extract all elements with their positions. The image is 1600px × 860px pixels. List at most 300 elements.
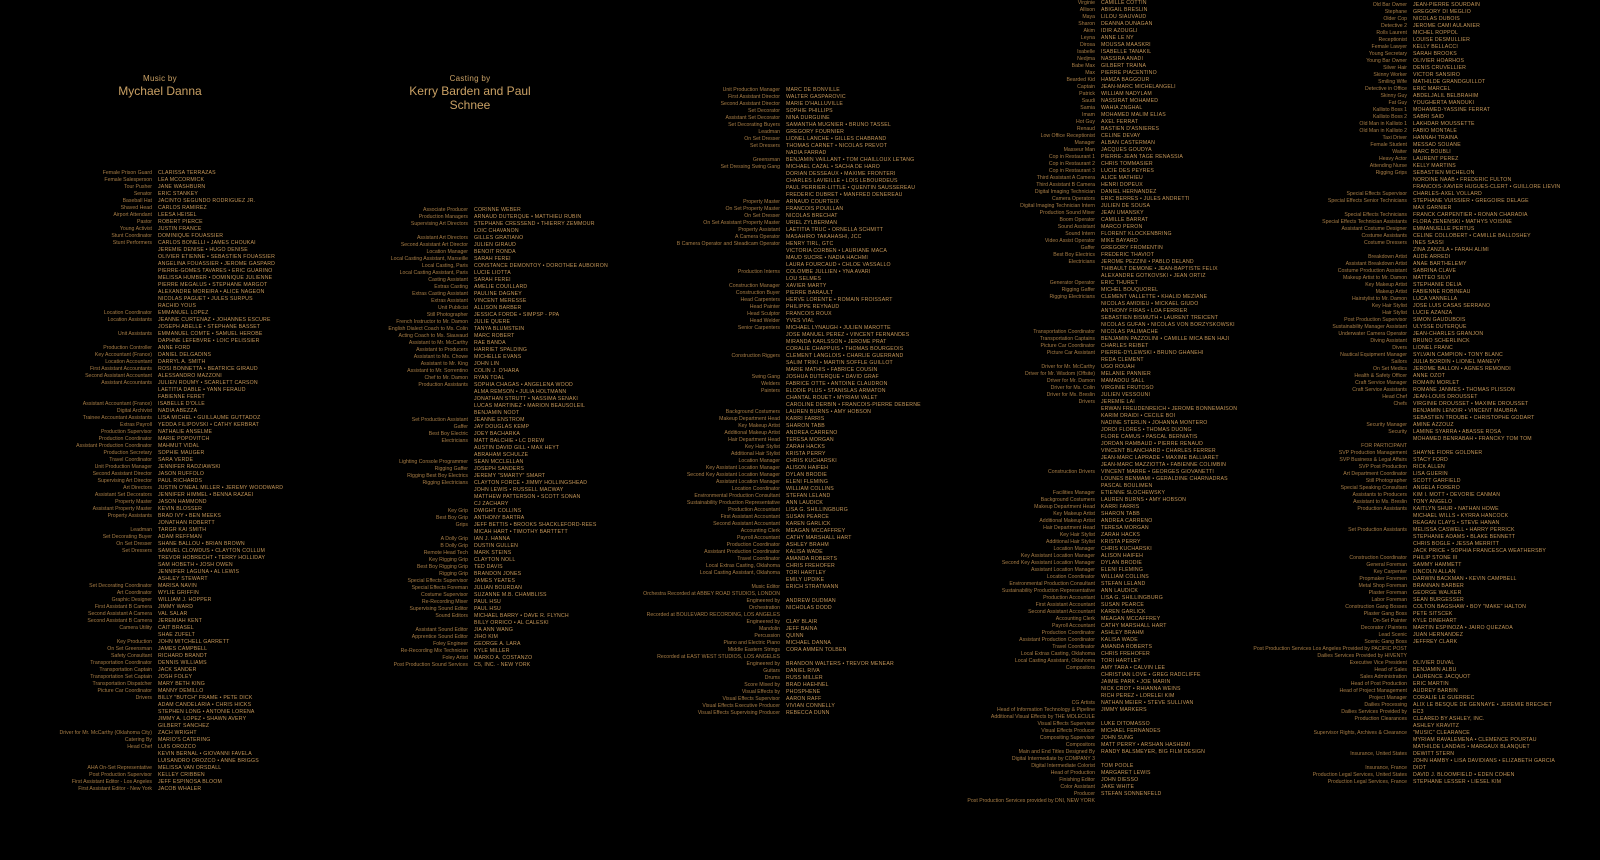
credit-name: NATHAN MEIER • STEVE SULLIVAN bbox=[1101, 700, 1194, 706]
credit-name: ZINA ZANZILA • FARAH ALIMI bbox=[1413, 247, 1489, 253]
credit-role: Visual Effects Supervising Producer bbox=[697, 710, 780, 716]
credit-name: SAM HOBETH • JOSH OWEN bbox=[158, 562, 233, 568]
credit-name: SUZANNE M.B. CHAMBLISS bbox=[474, 592, 547, 598]
credit-role: Digital Archivist bbox=[116, 408, 152, 414]
credit-name: NICOLAS PALIMACHE bbox=[1101, 329, 1159, 335]
credit-name: SUSAN PEARCE bbox=[786, 514, 830, 520]
credit-role: Best Boy Rigging Grip bbox=[416, 564, 468, 570]
credit-name: KAITLYN SHUR • NATHAN HOWE bbox=[1413, 506, 1499, 512]
credit-row bbox=[0, 289, 1560, 296]
credit-name: ROSI BONNETTA • BEATRICE GIRAUD bbox=[158, 366, 258, 372]
credit-name: JAMES CAMPBELL bbox=[158, 646, 208, 652]
credit-name: RICH PEREZ • LORELEI KIM bbox=[1101, 693, 1175, 699]
credit-role: Drums bbox=[764, 675, 780, 681]
credit-name: LAETITIA TRUC • ORNELLA SCHMITT bbox=[786, 227, 884, 233]
credit-name: NASSIRA ANADI bbox=[1101, 56, 1144, 62]
credit-role: Extras Casting Assistant bbox=[412, 291, 468, 297]
credit-role: Assistant Location Manager bbox=[715, 479, 780, 485]
credit-row bbox=[0, 93, 1560, 100]
credit-role: Smiling Wife bbox=[1378, 79, 1407, 85]
credit-role bbox=[0, 723, 1413, 730]
credit-name: PHILIP STONE III bbox=[1413, 555, 1458, 561]
credit-row bbox=[0, 541, 1560, 548]
credit-name: JUAN HERNANDEZ bbox=[1413, 632, 1464, 638]
credit-row bbox=[0, 401, 1560, 408]
credit-name: EMMANUEL LOPEZ bbox=[158, 310, 209, 316]
credit-name: KYLE MILLER bbox=[474, 648, 510, 654]
credit-name: SEAN MCCLELLAN bbox=[474, 459, 524, 465]
credit-row bbox=[0, 387, 1560, 394]
credit-role: Allison bbox=[1079, 7, 1095, 13]
credit-name: EMMANUELLE PERTUS bbox=[1413, 226, 1475, 232]
credit-name: MARIE POPOVITCH bbox=[158, 436, 210, 442]
credit-name: FREDERIC THAVIOT bbox=[1101, 252, 1155, 258]
credit-name: UGO ROUAH bbox=[1101, 364, 1135, 370]
credit-role: Compositing Supervisor bbox=[1039, 735, 1095, 741]
credit-row bbox=[0, 65, 1560, 72]
credit-role: Production Accountant bbox=[1043, 595, 1095, 601]
credit-role: Local Casting Assistant, Marseille bbox=[390, 256, 468, 262]
credit-row bbox=[0, 310, 1560, 317]
credit-name: ETIENNE SLOCHEWSKY bbox=[1101, 490, 1166, 496]
credit-role: Accounting Clerk bbox=[740, 528, 780, 534]
credit-role: Additional Hair Stylist bbox=[1045, 539, 1095, 545]
credit-role: Art Department Coordinator bbox=[1343, 471, 1407, 477]
credit-row bbox=[0, 597, 1560, 604]
credit-name: LAURENT PEREZ bbox=[1413, 156, 1459, 162]
credit-name: JEREMIE LAI bbox=[1101, 399, 1135, 405]
credit-name: JOSE MANUEL PEREZ • VINCENT FERNANDES bbox=[786, 332, 910, 338]
credit-row bbox=[0, 324, 1560, 331]
credit-role: Chef to Mr. Damon bbox=[424, 375, 468, 381]
credit-name: CARLOS BONELLI • JAMES CHOUKAI bbox=[158, 240, 256, 246]
credit-role: Leyna bbox=[1080, 35, 1095, 41]
credit-role: Insurance, France bbox=[1365, 765, 1407, 771]
credit-role: Local Casting Assistant, Oklahoma bbox=[699, 570, 780, 576]
credit-role: Sound Assistant bbox=[1057, 224, 1095, 230]
credit-name: COLIN J. O'HARA bbox=[474, 368, 520, 374]
credit-name: JOSE LUIS CASAS SERRANO bbox=[1413, 303, 1491, 309]
credit-role: Dailies Services Provided by bbox=[1341, 709, 1407, 715]
credit-row bbox=[0, 737, 1560, 744]
credit-role: Additional Makeup Artist bbox=[724, 430, 780, 436]
credit-row bbox=[0, 30, 1560, 37]
credit-name: JEAN-MARC MICHELANGELI bbox=[1101, 84, 1176, 90]
credit-name: SAMUEL CLOWDUS • CLAYTON COLLUM bbox=[158, 548, 266, 554]
credit-role: Facilities Manager bbox=[1052, 490, 1095, 496]
credit-name: SHAE ZUFELT bbox=[158, 632, 195, 638]
credit-name: JULIEN ROUMY • SCARLETT CARSON bbox=[158, 380, 258, 386]
music-caption: Music by bbox=[143, 74, 177, 83]
credit-name: FRANCOIS-XAVIER HUGUES-CLERT • GUILLORE LIEVIN bbox=[1413, 184, 1561, 190]
credit-name: KELLY MARTINS bbox=[1413, 163, 1456, 169]
credit-name: KIM I. MOTT • DEVORIE CANMAN bbox=[1413, 492, 1501, 498]
credit-name: ALBAN CASTERMAN bbox=[1101, 140, 1156, 146]
credit-role: Captain bbox=[1077, 84, 1095, 90]
credit-role: Health & Safety Officer bbox=[1354, 373, 1407, 379]
credit-row bbox=[0, 191, 1560, 198]
credit-role: Local Casting, Paris bbox=[421, 263, 468, 269]
credit-role: Still Photographer bbox=[426, 312, 468, 318]
credit-role: Production Assistants bbox=[1357, 506, 1407, 512]
credit-name: ZACH WRIGHT bbox=[158, 730, 197, 736]
credit-name: JOSH FOLEY bbox=[158, 674, 193, 680]
credit-role: Production Legal Services, United States bbox=[1312, 772, 1407, 778]
credit-role: A Camera Operator bbox=[735, 234, 780, 240]
credit-name: ROMANE JANMES • THOMAS PLISSON bbox=[1413, 387, 1515, 393]
credit-name: RANDY BALSMEYER, BIG FILM DESIGN bbox=[1101, 749, 1206, 755]
credit-role: Re-Recording Mixer bbox=[421, 599, 468, 605]
credit-row bbox=[0, 758, 1560, 765]
credit-name: DENIS CRUVELLIER bbox=[1413, 65, 1467, 71]
credit-name: LUCAS MARTINEZ • MARION BEAUSOLEIL bbox=[474, 403, 586, 409]
credit-name: ERICH STRATMANN bbox=[786, 584, 839, 590]
credit-name: LOIC CHAVANON bbox=[474, 228, 519, 234]
credit-role: Transportation Coordinator bbox=[1033, 329, 1095, 335]
credit-role: Driver for Mr. Damon bbox=[1046, 378, 1095, 384]
credit-name: MICAH HART • TIMOTHY BARTTETT bbox=[474, 529, 568, 535]
credit-role: Imam bbox=[1082, 112, 1095, 118]
credit-name: CLEMENT VALLETTE • KHALID MEZIANE bbox=[1101, 294, 1208, 300]
credit-role: Production Assistants bbox=[418, 382, 468, 388]
credit-name: PIERRE-DYLEWSKI • BRUNO GHANEHI bbox=[1101, 350, 1204, 356]
credit-name: LINCOLN ALLAN bbox=[1413, 569, 1456, 575]
credit-role: Transportation Captains bbox=[1039, 336, 1095, 342]
credit-role: Stephane bbox=[1384, 9, 1407, 15]
credit-role: Greensman bbox=[752, 157, 780, 163]
credit-row bbox=[0, 170, 1560, 177]
credit-name: IAN J. HANNA bbox=[474, 536, 511, 542]
credit-name: JIMMY WARD bbox=[158, 604, 194, 610]
credit-name: MELISSA CASWELL • HARRY PERRICK bbox=[1413, 527, 1515, 533]
credit-role bbox=[0, 758, 1413, 765]
credit-role bbox=[0, 436, 1413, 443]
credit-name: MICHAEL FERNANDES bbox=[1101, 728, 1161, 734]
credit-name: KEVIN BERNAL • GIOVANNI FAVELA bbox=[158, 751, 252, 757]
credit-name: JEAN-PIERRE SOURDAIN bbox=[1413, 2, 1481, 8]
credit-row bbox=[0, 233, 1560, 240]
credit-role: Assistant Property Master bbox=[92, 506, 152, 512]
credit-name: SHARON TABB bbox=[1101, 511, 1140, 517]
credit-role: Additional Hair Stylist bbox=[730, 451, 780, 457]
credit-role: Tour Pusher bbox=[124, 184, 152, 190]
credit-role: Plaster Gang Boss bbox=[1363, 611, 1407, 617]
credit-role: Set Production Assistant bbox=[411, 417, 468, 423]
credit-role: Picture Car Coordinator bbox=[1040, 343, 1095, 349]
credit-name: JACOB WHALER bbox=[158, 786, 202, 792]
credit-row bbox=[0, 44, 1560, 51]
credit-name: JEREMIE DENISE • HUGO DENISE bbox=[158, 247, 248, 253]
credit-role: Production Managers bbox=[418, 214, 468, 220]
credit-role: Assistant to Mr. King bbox=[420, 361, 468, 367]
credit-role: Lead Scenic bbox=[1378, 632, 1407, 638]
credit-name: STEFAN SONNENFELD bbox=[1101, 791, 1162, 797]
credit-name: INES SASSI bbox=[1413, 240, 1444, 246]
credit-name: PIERRE BARAULT bbox=[786, 290, 834, 296]
credit-role: Second Assistant Art Director bbox=[400, 242, 468, 248]
credit-name: MATTHEW PATTERSON • SCOTT SONAN bbox=[474, 494, 581, 500]
credit-role: Second Key Assistant Location Manager bbox=[1001, 560, 1095, 566]
credit-role: Additional Visual Effects by THE MOLECULE bbox=[990, 714, 1095, 720]
credit-role: Senior Carpenters bbox=[737, 325, 780, 331]
credit-name: LOU SELMES bbox=[786, 276, 822, 282]
credit-name: LAURA FOURCAUD • CHLOE VASSALLO bbox=[786, 262, 891, 268]
credit-name: MIKE BAYARD bbox=[1101, 238, 1138, 244]
credit-row bbox=[0, 791, 1237, 798]
credit-name: WILLIAM J. HOPPER bbox=[158, 597, 212, 603]
credit-name: ALISON HAIFEH bbox=[786, 465, 829, 471]
credit-row bbox=[0, 408, 1560, 415]
credit-role: Local Extras Casting, Oklahoma bbox=[1020, 651, 1095, 657]
credit-name: CATHY MARSHALL HART bbox=[1101, 623, 1167, 629]
credit-role: Production Supervisor bbox=[100, 429, 152, 435]
credit-name: CORALIE LE GUERREC bbox=[1413, 695, 1475, 701]
credit-name: CHRISTIAN LOVE • GREG RADCLIFFE bbox=[1101, 672, 1201, 678]
credit-row bbox=[0, 422, 1560, 429]
credit-role: Head Welder bbox=[749, 318, 780, 324]
credit-role: SVP Production Management bbox=[1338, 450, 1407, 456]
credit-name: JULIE QUERE bbox=[474, 319, 511, 325]
credit-role: Heavy Actor bbox=[1379, 156, 1407, 162]
credit-row bbox=[0, 86, 1560, 93]
credit-role: Head of Sales bbox=[1374, 667, 1407, 673]
credit-name: STEPHANE CRESSEND • THIERRY ZEMMOUR bbox=[474, 221, 595, 227]
credit-role: B Camera Operator and Steadicam Operator bbox=[676, 241, 780, 247]
credit-row bbox=[0, 303, 1560, 310]
credit-name: TERESA MORGAN bbox=[1101, 525, 1149, 531]
credit-role: Score Mixed by bbox=[744, 682, 780, 688]
credit-role: Location Manager bbox=[426, 249, 468, 255]
credit-name: JEFFREY CLARK bbox=[1413, 639, 1458, 645]
credit-name: AMELIE COUILLARD bbox=[474, 284, 528, 290]
credit-name: ANN LAUDICK bbox=[786, 500, 824, 506]
credit-name: DAPHNE LEFEBVRE • LOIC PELISSIER bbox=[158, 338, 260, 344]
credit-name: DIOT bbox=[1413, 765, 1427, 771]
credit-name: JUSTIN O'NEAL MILLER • JEREMY WOODWARD bbox=[158, 485, 284, 491]
credit-name: ARNAUD COURTEIX bbox=[786, 199, 840, 205]
credit-name: MOHAMED MALIM ELIAS bbox=[1101, 112, 1166, 118]
credit-role: Engineered by bbox=[746, 598, 780, 604]
credit-row bbox=[0, 135, 1560, 142]
credit-role: Rigging Best Boy Electrics bbox=[407, 473, 468, 479]
credit-role: On Set Dresser bbox=[744, 213, 780, 219]
credit-name: LISA MICHEL • GUILLAUME GUTTADOZ bbox=[158, 415, 261, 421]
credit-role: Property Master bbox=[115, 499, 152, 505]
credit-role: Gaffer bbox=[1080, 245, 1095, 251]
credit-row bbox=[0, 296, 1560, 303]
credit-role: Head Sculptor bbox=[747, 311, 780, 317]
credit-role: Nedjma bbox=[1077, 56, 1095, 62]
credit-name: JACINTO SEGUNDO RODRIGUEZ JR. bbox=[158, 198, 256, 204]
credit-role bbox=[0, 548, 1413, 555]
credit-name: SCOTT GARFIELD bbox=[1413, 478, 1461, 484]
credit-name: SAMANTHA MUGNIER • BRUNO TASSEL bbox=[786, 122, 891, 128]
credit-name: AMANDA ROBERTS bbox=[1101, 644, 1153, 650]
credit-role: Sustainability Production Representative bbox=[686, 500, 780, 506]
credit-name: STEPHEN LONG • ANTONIE LORENA bbox=[158, 709, 255, 715]
credit-row bbox=[0, 667, 1560, 674]
credit-name: SHAYNE FIORE GOLDNER bbox=[1413, 450, 1483, 456]
credit-name: MATHILDE LANDAIS • MARGAUX BLANQUET bbox=[1413, 744, 1530, 750]
credit-name: FABRICE OTTE • ANTOINE CLAUDRON bbox=[786, 381, 888, 387]
credit-name: SABRINA CLAVE bbox=[1413, 268, 1457, 274]
credit-role: Set Dressing Swing Gang bbox=[720, 164, 780, 170]
credit-name: JOSEPH ABELLE • STEPHANE BASSET bbox=[158, 324, 261, 330]
credit-role: Masseur Man bbox=[1063, 147, 1095, 153]
credit-role: Stunt Coordinator bbox=[111, 233, 152, 239]
credit-role: Leadman bbox=[130, 527, 152, 533]
credit-row bbox=[0, 247, 1560, 254]
credit-name: MEAGAN MCCAFFREY bbox=[786, 528, 846, 534]
credit-name: JOEY BACHARKA bbox=[474, 431, 521, 437]
credit-name: PAUL RICHARDS bbox=[158, 478, 203, 484]
credit-role: First Assistant Accountant bbox=[720, 514, 780, 520]
credit-role: Young Secretary bbox=[1368, 51, 1407, 57]
credit-role: Costume Assistants bbox=[1361, 233, 1407, 239]
credit-name: KYLE DINEHART bbox=[1413, 618, 1457, 624]
credit-row bbox=[0, 394, 1560, 401]
credit-name: NICOLAS GUFAN • NICOLAS VON BORZYSKOWSKI bbox=[1101, 322, 1235, 328]
credit-name: JEAN UMANSKY bbox=[1101, 210, 1144, 216]
credit-role: Project Manager bbox=[1368, 695, 1407, 701]
credit-role: Transportation Set Captain bbox=[90, 674, 152, 680]
credit-role: Head Chef bbox=[1382, 394, 1407, 400]
credit-name: JOHN HAMBY • LISA DAVIDIANS • ELIZABETH GARCIA bbox=[1413, 758, 1556, 764]
credit-name: OLIVIER ETIENNE • SEBASTIEN FOUASSIER bbox=[158, 254, 276, 260]
credit-name: ARNAUD DUTERQUE • MATTHIEU RUBIN bbox=[474, 214, 582, 220]
credit-name: MARCO PERON bbox=[1101, 224, 1143, 230]
credit-name: ABRAHAM SCHULZE bbox=[474, 452, 529, 458]
credit-name: IDIR AZOUGLI bbox=[1101, 28, 1138, 34]
credit-role: Environmental Production Consultant bbox=[1009, 581, 1095, 587]
credit-role: Digital Imaging Technician Intern bbox=[1020, 203, 1095, 209]
credit-name: LUIS OROZCO bbox=[158, 744, 196, 750]
credit-name: AMANDA ROBERTS bbox=[786, 556, 838, 562]
credit-role: Assistant Sound Editor bbox=[415, 627, 468, 633]
credit-name: REDA CLEMENT bbox=[1101, 357, 1144, 363]
credit-name: MARIO'S CATERING bbox=[158, 737, 211, 743]
credit-row bbox=[0, 548, 1560, 555]
credit-role bbox=[0, 247, 1413, 254]
credit-role: Assistant to Ms. Breslin bbox=[1353, 499, 1407, 505]
credit-role: Art Directors bbox=[123, 485, 152, 491]
credit-role: Camera Utility bbox=[119, 625, 152, 631]
credit-role: Set Dressers bbox=[750, 143, 780, 149]
credit-name: ALICE MATHIEU bbox=[1101, 175, 1143, 181]
credit-role: Older Cop bbox=[1383, 16, 1407, 22]
credit-row bbox=[0, 639, 1560, 646]
credit-name: CLEMENT LANGLOIS • CHARLIE GUERRAND bbox=[786, 353, 904, 359]
credit-name: MARC BOUBLI bbox=[1413, 149, 1451, 155]
credit-name: CONSTANCE DEMONTOY • DOROTHEE AUBOIRON bbox=[474, 263, 608, 269]
credit-name: URIEL ZYLBERMAN bbox=[786, 220, 838, 226]
credit-name: EMMANUEL COMTE • SAMUEL HEROBE bbox=[158, 331, 263, 337]
credit-name: MARISA NAVIN bbox=[158, 583, 197, 589]
credit-name: MELANIE PANNIER bbox=[1101, 371, 1151, 377]
credit-role: Lighting Console Programmer bbox=[399, 459, 468, 465]
credit-role: Key Makeup Artist bbox=[738, 423, 780, 429]
credit-name: ANNE LE NY bbox=[1101, 35, 1134, 41]
credit-name: PIERRE-GOMES TAVARES • ERIC GUARINO bbox=[158, 268, 273, 274]
credit-row bbox=[0, 219, 1560, 226]
credit-role: Welders bbox=[761, 381, 780, 387]
credit-name: AMY TARA • CALVIN LEE bbox=[1101, 665, 1166, 671]
credit-role: Payroll Accountant bbox=[1052, 623, 1095, 629]
credit-name: KELLY BELLACCI bbox=[1413, 44, 1458, 50]
credit-name: JEAN-MARC MAZZIOTTA • FABIENNE COLIMBIN bbox=[1101, 462, 1227, 468]
credit-name: SARAH BROOKS bbox=[1413, 51, 1457, 57]
credit-name: JACQUES GOUDYA bbox=[1101, 147, 1152, 153]
credit-role: Insurance, United States bbox=[1350, 751, 1407, 757]
credit-name: ERIC STANKEY bbox=[158, 191, 199, 197]
credit-name: CATHY MARSHALL HART bbox=[786, 535, 852, 541]
credit-role: Senator bbox=[133, 191, 152, 197]
credit-row bbox=[0, 632, 1560, 639]
credit-name: SYLVAIN CAMPION • TONY BLANC bbox=[1413, 352, 1503, 358]
credit-name: NICK CROT • RHIANNA WEINS bbox=[1101, 686, 1181, 692]
credit-name: NICHOLAS DODD bbox=[786, 605, 832, 611]
credit-role: Costume Supervisor bbox=[421, 592, 468, 598]
credit-name: JOHN DIESSO bbox=[1101, 777, 1139, 783]
credit-role: Recorded at BOULEVARD RECORDING, LOS ANGELES bbox=[646, 612, 780, 618]
credit-role: Environmental Production Consultant bbox=[694, 493, 780, 499]
credit-role: Recorded at EAST WEST STUDIOS, LOS ANGELES bbox=[657, 654, 780, 660]
credit-role: Engineered by bbox=[746, 619, 780, 625]
credit-name: NADIA ABEZZA bbox=[158, 408, 198, 414]
credit-role: Costume Dressers bbox=[1364, 240, 1407, 246]
credit-role: Isabelle bbox=[1077, 49, 1095, 55]
credit-name: MARC DE BONVILLE bbox=[786, 87, 840, 93]
credit-role: Silver Hair bbox=[1383, 65, 1407, 71]
credit-name: CLEARED BY ASHLEY, INC. bbox=[1413, 716, 1485, 722]
credit-role: Young Activist bbox=[119, 226, 152, 232]
credit-row bbox=[0, 212, 1560, 219]
credit-role: Patrick bbox=[1079, 91, 1095, 97]
credit-name: JEAN-CHARLES GRANJON bbox=[1413, 331, 1484, 337]
credit-row bbox=[0, 443, 1560, 450]
credit-row bbox=[0, 261, 1560, 268]
credit-name: ISABELLE TANAKIL bbox=[1101, 49, 1152, 55]
credit-role: Key Assistant Location Manager bbox=[1020, 553, 1095, 559]
credit-name: CHRIS FREHOFER bbox=[786, 563, 835, 569]
credit-name: ELODIE PLUS • STANISLAS ARMATON bbox=[786, 388, 886, 394]
credit-name: CHARLES REIBET bbox=[1101, 343, 1149, 349]
credit-row bbox=[0, 436, 1560, 443]
credit-row bbox=[0, 163, 1560, 170]
credit-name: ANNE FORD bbox=[158, 345, 191, 351]
credit-name: ABDELJALIL BELBRAHIM bbox=[1413, 93, 1479, 99]
credit-row bbox=[0, 478, 1560, 485]
credit-name: YVES VIAL bbox=[786, 318, 815, 324]
credit-name: LUCA VANNELLA bbox=[1413, 296, 1458, 302]
credit-name: NICOLAS AMIDIEU • MICKAEL GIUDO bbox=[1101, 301, 1199, 307]
credit-role: Driver for Mr. McCarthy (Oklahoma City) bbox=[59, 730, 152, 736]
credit-name: JIMMY A. LOPEZ • SHAWN AVERY bbox=[158, 716, 247, 722]
credit-name: LEESA HEISEL bbox=[158, 212, 197, 218]
credit-name: RUSS MILLER bbox=[786, 675, 823, 681]
credit-role: Assistant Location Manager bbox=[1030, 567, 1095, 573]
credit-role: Dailies Processing bbox=[1364, 702, 1407, 708]
credit-name: WALTER GASPAROVIC bbox=[786, 94, 846, 100]
credit-role: Head of Production bbox=[1050, 770, 1095, 776]
credit-row bbox=[0, 156, 1560, 163]
credit-role: Set Decorating Buyer bbox=[102, 534, 152, 540]
credit-name: DUSTIN GULLEN bbox=[474, 543, 519, 549]
credit-role: Scenic Gang Boss bbox=[1364, 639, 1407, 645]
credit-row bbox=[0, 702, 1560, 709]
credit-name: PHILIPPE REYNAUD bbox=[786, 304, 840, 310]
credit-name: LEA MCCORMICK bbox=[158, 177, 205, 183]
